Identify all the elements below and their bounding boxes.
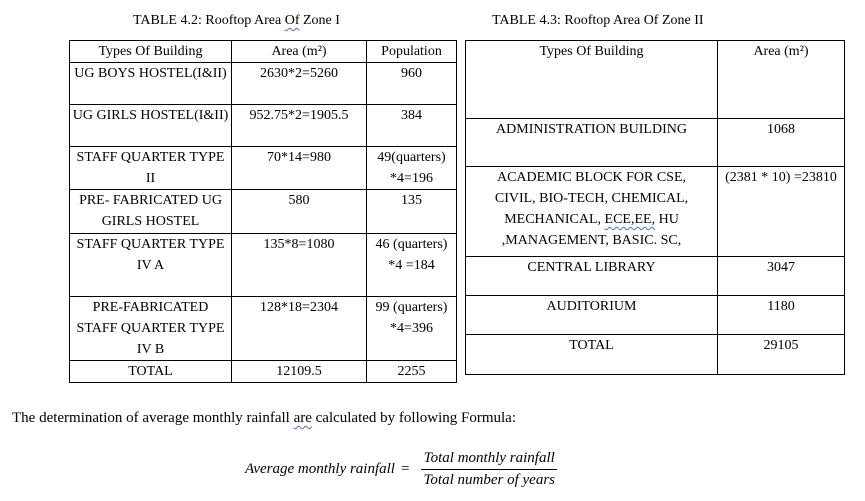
table-row xyxy=(466,167,845,257)
table-row xyxy=(466,119,845,167)
formula-lhs: Average monthly rainfall xyxy=(245,461,395,477)
area-cell: 1180 xyxy=(718,296,845,335)
header-types-of-building: Types Of Building xyxy=(466,41,718,119)
formula-numerator: Total monthly rainfall xyxy=(423,450,555,466)
population-cell: 99 (quarters) *4=396 xyxy=(367,297,457,361)
spellcheck-word-are: are xyxy=(293,410,312,426)
table1-caption-suffix: Zone I xyxy=(299,13,340,28)
building-cell: STAFF QUARTER TYPE II xyxy=(70,147,232,190)
table-row xyxy=(70,105,457,147)
area-cell: (2381 * 10) =23810 xyxy=(718,167,845,257)
population-cell: 135 xyxy=(367,190,457,234)
area-cell: 580 xyxy=(232,190,367,234)
area-cell: 952.75*2=1905.5 xyxy=(232,105,367,147)
table1-caption-prefix: TABLE 4.2: Rooftop Area xyxy=(133,13,285,28)
header-types-of-building: Types Of Building xyxy=(70,41,232,63)
building-cell: STAFF QUARTER TYPE IV A xyxy=(70,234,232,297)
header-area: Area (m²) xyxy=(232,41,367,63)
table-row xyxy=(70,234,457,297)
table2-caption: TABLE 4.3: Rooftop Area Of Zone II xyxy=(492,13,704,28)
table-row xyxy=(70,63,457,105)
area-cell: 135*8=1080 xyxy=(232,234,367,297)
table-row xyxy=(70,297,457,361)
building-cell: ACADEMIC BLOCK FOR CSE, CIVIL, BIO-TECH, CHEMICAL, MECHANICAL, ECE,EE, HU ,MANAGEMENT, BASIC. SC, xyxy=(466,167,718,257)
table-row xyxy=(70,190,457,234)
table-row xyxy=(466,257,845,296)
table-row-total xyxy=(466,335,845,375)
building-cell: TOTAL xyxy=(70,361,232,383)
rooftop-area-zone1-table xyxy=(69,40,457,383)
formula-equals: = xyxy=(400,461,410,477)
rooftop-area-zone2-table xyxy=(465,40,845,375)
building-cell: AUDITORIUM xyxy=(466,296,718,335)
table1-caption xyxy=(133,13,340,29)
table-row-total xyxy=(70,361,457,383)
average-rainfall-formula xyxy=(245,450,557,489)
building-cell: CENTRAL LIBRARY xyxy=(466,257,718,296)
formula-intro-paragraph xyxy=(12,410,516,427)
paragraph-text-after: calculated by following Formula: xyxy=(311,410,516,426)
table-row xyxy=(70,147,457,190)
area-cell: 128*18=2304 xyxy=(232,297,367,361)
building-cell: PRE- FABRICATED UG GIRLS HOSTEL xyxy=(70,190,232,234)
formula-denominator: Total number of years xyxy=(423,472,555,488)
building-cell: TOTAL xyxy=(466,335,718,375)
header-population: Population xyxy=(367,41,457,63)
building-cell: UG BOYS HOSTEL(I&II) xyxy=(70,63,232,105)
area-cell: 29105 xyxy=(718,335,845,375)
area-cell: 2630*2=5260 xyxy=(232,63,367,105)
building-cell: PRE-FABRICATED STAFF QUARTER TYPE IV B xyxy=(70,297,232,361)
building-cell: UG GIRLS HOSTEL(I&II) xyxy=(70,105,232,147)
area-cell: 70*14=980 xyxy=(232,147,367,190)
building-cell: ADMINISTRATION BUILDING xyxy=(466,119,718,167)
spellcheck-word-of: Of xyxy=(284,13,300,28)
area-cell: 12109.5 xyxy=(232,361,367,383)
formula-fraction xyxy=(421,450,557,489)
paragraph-text-before: The determination of average monthly rainfall xyxy=(12,410,294,426)
header-area: Area (m²) xyxy=(718,41,845,119)
population-cell: 2255 xyxy=(367,361,457,383)
population-cell: 46 (quarters) *4 =184 xyxy=(367,234,457,297)
area-cell: 1068 xyxy=(718,119,845,167)
population-cell: 960 xyxy=(367,63,457,105)
population-cell: 384 xyxy=(367,105,457,147)
table-row xyxy=(466,296,845,335)
population-cell: 49(quarters) *4=196 xyxy=(367,147,457,190)
area-cell: 3047 xyxy=(718,257,845,296)
